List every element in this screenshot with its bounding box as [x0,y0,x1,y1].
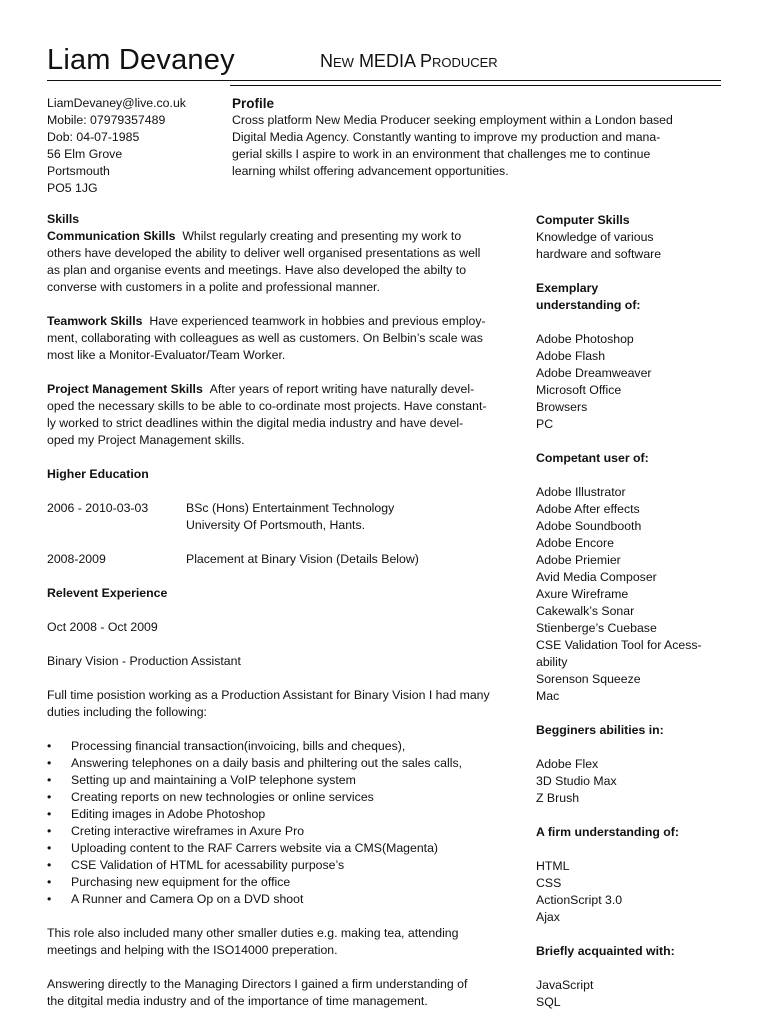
experience-role: Binary Vision - Production Assistant [47,654,241,668]
computer-skills-heading: Computer Skills [536,213,630,227]
skill-item: Adobe Dreamweaver [536,366,652,380]
exemplary-heading [536,280,716,314]
teamwork-skills [47,313,527,364]
exemplary-heading-line: Exemplary [536,281,599,295]
experience-summary-line: the ditgital media industry and of the importance of time management. [47,994,428,1008]
computer-skills-column [536,212,716,1011]
skill-item: Microsoft Office [536,383,622,397]
skill-item: Adobe Priemier [536,553,621,567]
skill-item: CSS [536,876,562,890]
profile-line: Digital Media Agency. Constantly wanting to improve my production and mana- [232,130,661,144]
skill-item: Adobe Illustrator [536,485,626,499]
candidate-name: Liam Devaney [47,44,235,76]
experience-closing [47,925,527,959]
project-management-skills [47,381,527,449]
skill-item: Stienberge’s Cuebase [536,621,657,635]
education-heading: Higher Education [47,467,149,481]
experience-heading: Relevent Experience [47,586,168,600]
computer-skills-intro [536,229,716,263]
education-detail: University Of Portsmouth, Hants. [186,518,366,532]
contact-details [47,95,227,197]
skill-item: Avid Media Composer [536,570,657,584]
project-management-title: Project Management Skills [47,382,203,396]
communication-skills [47,228,527,296]
firm-understanding-heading: A firm understanding of: [536,825,679,839]
duty-item: • Processing financial transaction(invoicing, bills and cheques), [47,738,527,755]
communication-skills-title: Communication Skills [47,229,176,243]
skill-item: PC [536,417,554,431]
experience-intro [47,687,527,721]
duty-item: • Purchasing new equipment for the office [47,874,527,891]
education-date: 2006 - 2010-03-03 [47,501,149,515]
computer-skills-intro-line: Knowledge of various [536,230,654,244]
skill-item: ActionScript 3.0 [536,893,623,907]
exemplary-heading-line: understanding of: [536,298,641,312]
experience-intro-line: duties including the following: [47,705,207,719]
header-rule [47,80,721,81]
duty-item: • A Runner and Camera Op on a DVD shoot [47,891,527,908]
experience-period: Oct 2008 - Oct 2009 [47,620,158,634]
contact-email: LiamDevaney@live.co.uk [47,96,186,110]
education-date: 2008-2009 [47,552,106,566]
skill-item: 3D Studio Max [536,774,617,788]
profile-line: Cross platform New Media Producer seeking employment within a London based [232,113,673,127]
profile-heading: Profile [232,96,275,111]
contact-address-street: 56 Elm Grove [47,147,123,161]
education-entry [47,500,527,534]
contact-address-city: Portsmouth [47,164,110,178]
skill-item: ability [536,655,568,669]
duty-item: • Setting up and maintaining a VoIP telephone system [47,772,527,789]
duty-item: • CSE Validation of HTML for acessability purpose’s [47,857,527,874]
duty-item: • Answering telephones on a daily basis and philtering out the sales calls, [47,755,527,772]
main-column [47,211,527,1010]
skill-item: Sorenson Squeeze [536,672,641,686]
job-title: New MEDIA Producer [320,51,498,71]
skills-heading: Skills [47,212,80,226]
experience-summary-line: Answering directly to the Managing Directors I gained a firm understanding of [47,977,468,991]
skill-item: Adobe Encore [536,536,614,550]
communication-line: Whilst regularly creating and presenting my work to [182,229,462,243]
briefly-acquainted-heading: Briefly acquainted with: [536,944,675,958]
skill-item: Adobe Soundbooth [536,519,642,533]
profile-line: gerial skills I aspire to work in an environment that challenges me to continue [232,147,651,161]
education-detail: Placement at Binary Vision (Details Below) [186,552,419,566]
competent-heading: Competant user of: [536,451,649,465]
header-rule-secondary [230,85,721,86]
duty-item: • Creting interactive wireframes in Axure Pro [47,823,527,840]
teamwork-line: ment, collaborating with colleagues as well as customers. On Belbin’s scale was [47,331,483,345]
skill-item: Adobe Flash [536,349,606,363]
experience-closing-line: This role also included many other smaller duties e.g. making tea, attending [47,926,459,940]
skill-item: Ajax [536,910,560,924]
skill-item: Adobe Photoshop [536,332,634,346]
contact-dob: Dob: 04-07-1985 [47,130,140,144]
skill-item: Browsers [536,400,588,414]
education-detail: BSc (Hons) Entertainment Technology [186,501,395,515]
communication-line: as plan and organise events and meetings. Have also developed the abilty to [47,263,467,277]
skill-item: Cakewalk’s Sonar [536,604,635,618]
communication-line: converse with customers in a polite and professional manner. [47,280,380,294]
skill-item: Z Brush [536,791,580,805]
contact-address-postcode: PO5 1JG [47,181,98,195]
profile-section [232,95,722,180]
education-entry [47,551,527,568]
communication-line: others have developed the ability to deliver well organised presentations as well [47,246,481,260]
project-line: ly worked to strict deadlines within the digital media industry and have devel- [47,416,464,430]
skill-item: Mac [536,689,560,703]
project-line: oped the necessary skills to be able to co-ordinate most projects. Have constant- [47,399,487,413]
skill-item: Axure Wireframe [536,587,629,601]
teamwork-skills-title: Teamwork Skills [47,314,143,328]
skill-item: Adobe After effects [536,502,640,516]
duty-item: • Creating reports on new technologies or online services [47,789,527,806]
skill-item: SQL [536,995,561,1009]
project-line: After years of report writing have naturally devel- [209,382,475,396]
experience-intro-line: Full time posistion working as a Production Assistant for Binary Vision I had many [47,688,490,702]
experience-summary [47,976,527,1010]
profile-line: learning whilst offering advancement opportunities. [232,164,509,178]
skill-item: CSE Validation Tool for Acess- [536,638,702,652]
computer-skills-intro-line: hardware and software [536,247,662,261]
contact-mobile: Mobile: 07979357489 [47,113,166,127]
duty-item: • Uploading content to the RAF Carrers website via a CMS(Magenta) [47,840,527,857]
skill-item: Adobe Flex [536,757,599,771]
project-line: oped my Project Management skills. [47,433,245,447]
experience-closing-line: meetings and helping with the ISO14000 preperation. [47,943,338,957]
duties-list [47,738,527,908]
teamwork-line: Have experienced teamwork in hobbies and previous employ- [149,314,486,328]
skill-item: HTML [536,859,570,873]
teamwork-line: most like a Monitor-Evaluator/Team Worker. [47,348,286,362]
duty-item: • Editing images in Adobe Photoshop [47,806,527,823]
profile-text [232,112,722,180]
skill-item: JavaScript [536,978,594,992]
beginner-heading: Begginers abilities in: [536,723,664,737]
